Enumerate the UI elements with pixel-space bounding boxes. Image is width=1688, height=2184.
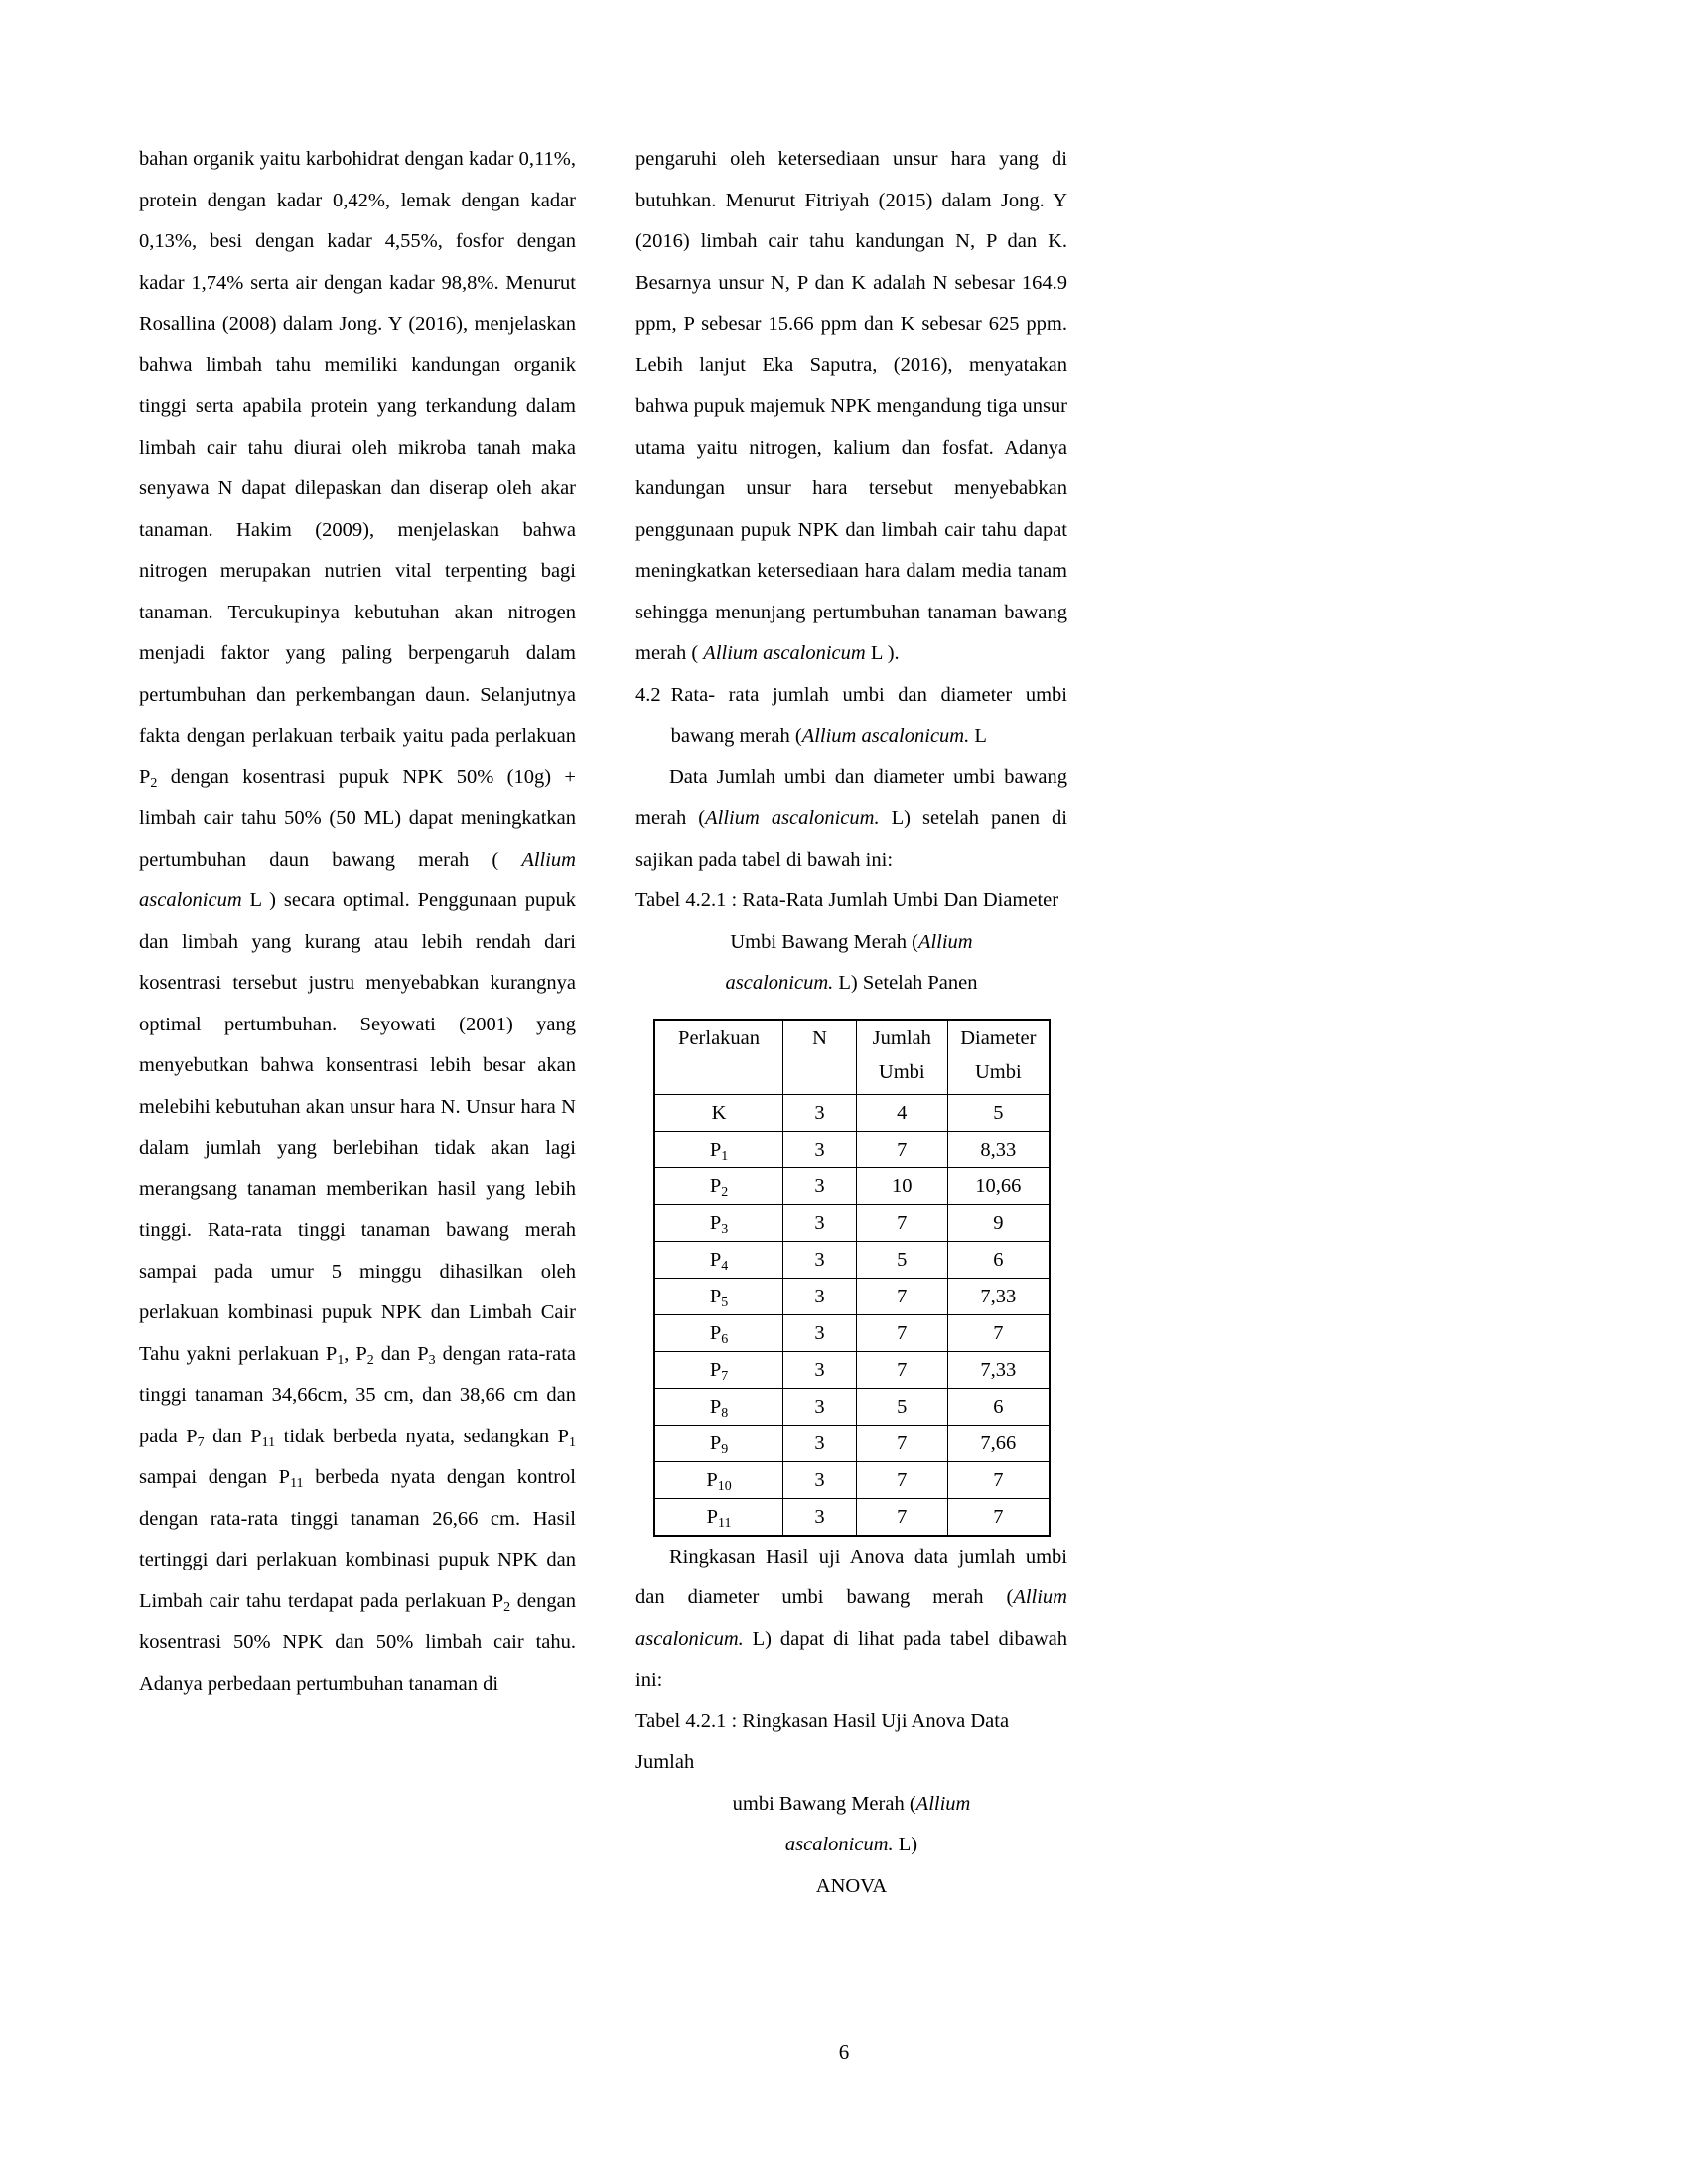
data-intro-part1: Data Jumlah umbi dan diameter umbi bawang merah ( xyxy=(635,765,1067,829)
table-row xyxy=(654,1131,1050,1167)
section-number: 4.2 xyxy=(635,683,661,706)
p11b-label: P xyxy=(278,1466,291,1488)
p1b-label: P xyxy=(557,1425,570,1447)
cell-diameter-umbi: 6 xyxy=(947,1241,1050,1278)
left-text-e: tidak berbeda nyata, sedangkan xyxy=(275,1425,558,1447)
p7-subscript: 7 xyxy=(197,1434,205,1450)
p11-subscript: 11 xyxy=(261,1434,276,1450)
table-row xyxy=(654,1461,1050,1498)
cell-perlakuan: $P_4$ xyxy=(654,1241,783,1278)
cell-n: 3 xyxy=(783,1094,857,1131)
section-title-species: Allium ascalonicum. xyxy=(801,725,970,747)
cell-jumlah-umbi: 7 xyxy=(856,1314,947,1351)
table-caption-1-lead: Tabel 4.2.1 : Rata-Rata Jumlah Umbi Dan Diameter xyxy=(635,889,1059,911)
cell-n: 3 xyxy=(783,1131,857,1167)
table-caption-1-line3-tail: L) Setelah Panen xyxy=(833,972,978,994)
cell-diameter-umbi: 8,33 xyxy=(947,1131,1050,1167)
table-caption-2-line3-tail: L) xyxy=(893,1834,918,1855)
table-row xyxy=(654,1278,1050,1314)
left-text-d: dengan rata-rata tinggi tanaman 34,66cm, 35 cm, dan 38,66 cm dan pada xyxy=(139,1342,577,1447)
sep-comma: , xyxy=(344,1342,356,1365)
p3-label: P xyxy=(417,1342,429,1365)
right-text-column xyxy=(635,139,1067,1907)
section-title xyxy=(671,675,1067,757)
cell-jumlah-umbi: 7 xyxy=(856,1278,947,1314)
table-caption-2-italic-b: ascalonicum. xyxy=(784,1834,894,1855)
p2-subscript: 2 xyxy=(150,775,158,791)
cell-perlakuan: $P_8$ xyxy=(654,1388,783,1425)
table-caption-2-line2 xyxy=(635,1784,1067,1826)
cell-n: 3 xyxy=(783,1425,857,1461)
sep-dan: dan xyxy=(373,1342,418,1365)
cell-diameter-umbi: 7,66 xyxy=(947,1425,1050,1461)
data-intro-paragraph xyxy=(635,757,1067,882)
cell-perlakuan: $P_3$ xyxy=(654,1204,783,1241)
cell-n: 3 xyxy=(783,1351,857,1388)
left-text-column xyxy=(139,139,576,1907)
cell-jumlah-umbi: 7 xyxy=(856,1425,947,1461)
table-caption-1-line2-text: Umbi Bawang Merah ( xyxy=(730,930,918,953)
cell-diameter-umbi: 5 xyxy=(947,1094,1050,1131)
data-intro-species: Allium ascalonicum. xyxy=(705,807,880,829)
cell-n: 3 xyxy=(783,1498,857,1536)
species-name-italic: Allium ascalonicum xyxy=(139,848,576,911)
p7-label: P xyxy=(186,1425,198,1447)
col-header-diameter-umbi: Diameter Umbi xyxy=(947,1020,1050,1095)
table-row xyxy=(654,1204,1050,1241)
cell-n: 3 xyxy=(783,1167,857,1204)
section-heading-4-2 xyxy=(635,675,1067,757)
p1-label: P xyxy=(325,1342,338,1365)
cell-jumlah-umbi: 7 xyxy=(856,1498,947,1536)
left-body-paragraph xyxy=(139,139,576,1705)
sep-dan-2: dan xyxy=(204,1425,251,1447)
results-table xyxy=(653,1019,1051,1537)
left-text-c: L ) secara optimal. Penggunaan pupuk dan limbah yang kurang atau lebih rendah dari kosentrasi tersebut justru menyebabkan kurangnya optimal pertumbuhan. Seyowati (2001) yang menyebutkan bahwa konsentrasi lebih besar akan melebihi kebutuhan akan unsur hara N. Unsur hara N dalam jumlah yang berlebihan tidak akan lagi merangsang tanaman memberikan hasil yang lebih tinggi. Rata-rata tinggi tanaman bawang merah sampai pada umur 5 minggu dihasilkan oleh perlakuan kombinasi pupuk NPK dan Limbah Cair Tahu yakni perlakuan xyxy=(139,889,576,1365)
cell-jumlah-umbi: 10 xyxy=(856,1167,947,1204)
anova-intro-paragraph xyxy=(635,1537,1067,1702)
section-title-part1: Rata- rata jumlah umbi dan diameter umbi bawang merah ( xyxy=(670,683,1067,747)
table-caption-2-line3 xyxy=(635,1825,1067,1866)
anova-intro-part2: L) dapat di lihat pada tabel dibawah ini: xyxy=(635,1627,1067,1691)
table-row xyxy=(654,1241,1050,1278)
p1b-subscript: 1 xyxy=(569,1434,577,1450)
table-row xyxy=(654,1167,1050,1204)
table-row xyxy=(654,1498,1050,1536)
table-caption-2-italic-a: Allium xyxy=(915,1792,971,1815)
cell-perlakuan: $P_6$ xyxy=(654,1314,783,1351)
table-caption-2-line2-text: umbi Bawang Merah ( xyxy=(732,1792,916,1815)
cell-diameter-umbi: 7,33 xyxy=(947,1351,1050,1388)
table-caption-1 xyxy=(635,881,1067,1005)
left-text-g: dengan kosentrasi 50% NPK dan 50% limbah cair tahu. Adanya perbedaan pertumbuhan tanaman di xyxy=(139,1589,576,1695)
cell-n: 3 xyxy=(783,1461,857,1498)
cell-jumlah-umbi: 4 xyxy=(856,1094,947,1131)
table-header-row xyxy=(654,1020,1050,1095)
cell-jumlah-umbi: 7 xyxy=(856,1351,947,1388)
sep-sampai: sampai dengan xyxy=(139,1466,279,1488)
p11b-subscript: 11 xyxy=(290,1475,304,1491)
table-row xyxy=(654,1388,1050,1425)
data-intro-part2: L) setelah panen di sajikan pada tabel di bawah ini: xyxy=(635,807,1067,871)
cell-perlakuan: $P_1$ xyxy=(654,1131,783,1167)
cell-perlakuan: $P_2$ xyxy=(654,1167,783,1204)
cell-jumlah-umbi: 5 xyxy=(856,1241,947,1278)
anova-label: ANOVA xyxy=(815,1874,888,1897)
cell-n: 3 xyxy=(783,1241,857,1278)
cell-perlakuan: $P_9$ xyxy=(654,1425,783,1461)
species-name-italic-right: Allium ascalonicum xyxy=(703,642,866,664)
cell-perlakuan: $P_{11}$ xyxy=(654,1498,783,1536)
right-text-a: pengaruhi oleh ketersediaan unsur hara yang di butuhkan. Menurut Fitriyah (2015) dalam Jong. Y (2016) limbah cair tahu kandungan N, P dan K. Besarnya unsur N, P dan K adalah N sebesar 164.9 ppm, P sebesar 15.66 ppm dan K sebesar 625 ppm. Lebih lanjut Eka Saputra, (2016), menyatakan bahwa pupuk majemuk NPK mengandung tiga unsur utama yaitu nitrogen, kalium dan fosfat. Adanya kandungan unsur hara tersebut menyebabkan penggunaan pupuk NPK dan limbah cair tahu dapat meningkatkan ketersediaan hara dalam media tanam sehingga menunjang pertumbuhan tanaman bawang merah ( xyxy=(635,148,1067,664)
p11-label: P xyxy=(250,1425,262,1447)
cell-diameter-umbi: 9 xyxy=(947,1204,1050,1241)
table-caption-1-italic-a: Allium xyxy=(917,930,973,953)
col-header-perlakuan: Perlakuan xyxy=(654,1020,783,1095)
section-title-part2: L xyxy=(969,725,987,747)
table-body xyxy=(654,1094,1050,1536)
right-body-paragraph xyxy=(635,139,1067,675)
cell-perlakuan: $P_5$ xyxy=(654,1278,783,1314)
cell-n: 3 xyxy=(783,1278,857,1314)
cell-diameter-umbi: 7 xyxy=(947,1461,1050,1498)
cell-jumlah-umbi: 7 xyxy=(856,1131,947,1167)
table-caption-1-line3 xyxy=(635,963,1067,1005)
p1-subscript: 1 xyxy=(337,1352,345,1368)
col-header-n: N xyxy=(783,1020,857,1095)
table-row xyxy=(654,1351,1050,1388)
page-number: 6 xyxy=(838,2040,850,2064)
p2c-subscript: 2 xyxy=(503,1599,511,1615)
left-text-a: bahan organik yaitu karbohidrat dengan kadar 0,11%, protein dengan kadar 0,42%, lemak dengan kadar 0,13%, besi dengan kadar 4,55%, fosfor dengan kadar 1,74% serta air dengan kadar 98,8%. Menurut Rosallina (2008) dalam Jong. Y (2016), menjelaskan bahwa limbah tahu memiliki kandungan organik tinggi serta apabila protein yang terkandung dalam limbah cair tahu diurai oleh mikroba tanah maka senyawa N dapat dilepaskan dan diserap oleh akar tanaman. Hakim (2009), menjelaskan bahwa nitrogen merupakan nutrien vital terpenting bagi tanaman. Tercukupinya kebutuhan akan nitrogen menjadi faktor yang paling berpengaruh dalam pertumbuhan dan perkembangan daun. Selanjutnya fakta dengan perlakuan terbaik yaitu pada perlakuan xyxy=(139,148,576,747)
cell-jumlah-umbi: 7 xyxy=(856,1204,947,1241)
p3-subscript: 3 xyxy=(428,1352,436,1368)
table-caption-2 xyxy=(635,1702,1067,1866)
table-row xyxy=(654,1425,1050,1461)
cell-diameter-umbi: 7,33 xyxy=(947,1278,1050,1314)
col-header-jumlah-umbi: Jumlah Umbi xyxy=(856,1020,947,1095)
p2-label: P xyxy=(139,765,151,788)
cell-perlakuan: $P_{10}$ xyxy=(654,1461,783,1498)
anova-intro-species: Allium ascalonicum. xyxy=(635,1586,1067,1650)
p2b-label: P xyxy=(355,1342,367,1365)
cell-jumlah-umbi: 5 xyxy=(856,1388,947,1425)
left-text-b: dengan kosentrasi pupuk NPK 50% (10g) + limbah cair tahu 50% (50 ML) dapat meningkatkan pertumbuhan daun bawang merah ( xyxy=(139,765,576,871)
table-header xyxy=(654,1020,1050,1095)
anova-intro-part1: Ringkasan Hasil uji Anova data jumlah umbi dan diameter umbi bawang merah ( xyxy=(635,1545,1067,1608)
cell-diameter-umbi: 7 xyxy=(947,1314,1050,1351)
cell-n: 3 xyxy=(783,1388,857,1425)
table-row xyxy=(654,1314,1050,1351)
cell-perlakuan: $P_7$ xyxy=(654,1351,783,1388)
two-column-layout xyxy=(139,139,1549,1907)
cell-diameter-umbi: 10,66 xyxy=(947,1167,1050,1204)
cell-perlakuan: K xyxy=(654,1094,783,1131)
cell-diameter-umbi: 7 xyxy=(947,1498,1050,1536)
table-caption-1-line2 xyxy=(635,922,1067,964)
p2c-label: P xyxy=(492,1589,504,1612)
cell-jumlah-umbi: 7 xyxy=(856,1461,947,1498)
cell-diameter-umbi: 6 xyxy=(947,1388,1050,1425)
cell-n: 3 xyxy=(783,1314,857,1351)
p2b-subscript: 2 xyxy=(366,1352,374,1368)
cell-n: 3 xyxy=(783,1204,857,1241)
table-caption-1-italic-b: ascalonicum. xyxy=(725,972,834,994)
table-caption-2-lead: Tabel 4.2.1 : Ringkasan Hasil Uji Anova Data Jumlah xyxy=(635,1709,1010,1773)
right-text-a-tail: L ). xyxy=(865,642,900,664)
left-text-f: berbeda nyata dengan kontrol dengan rata-rata tinggi tanaman 26,66 cm. Hasil tertinggi dari perlakuan kombinasi pupuk NPK dan Limbah cair tahu terdapat pada perlakuan xyxy=(139,1466,576,1612)
table-row xyxy=(654,1094,1050,1131)
